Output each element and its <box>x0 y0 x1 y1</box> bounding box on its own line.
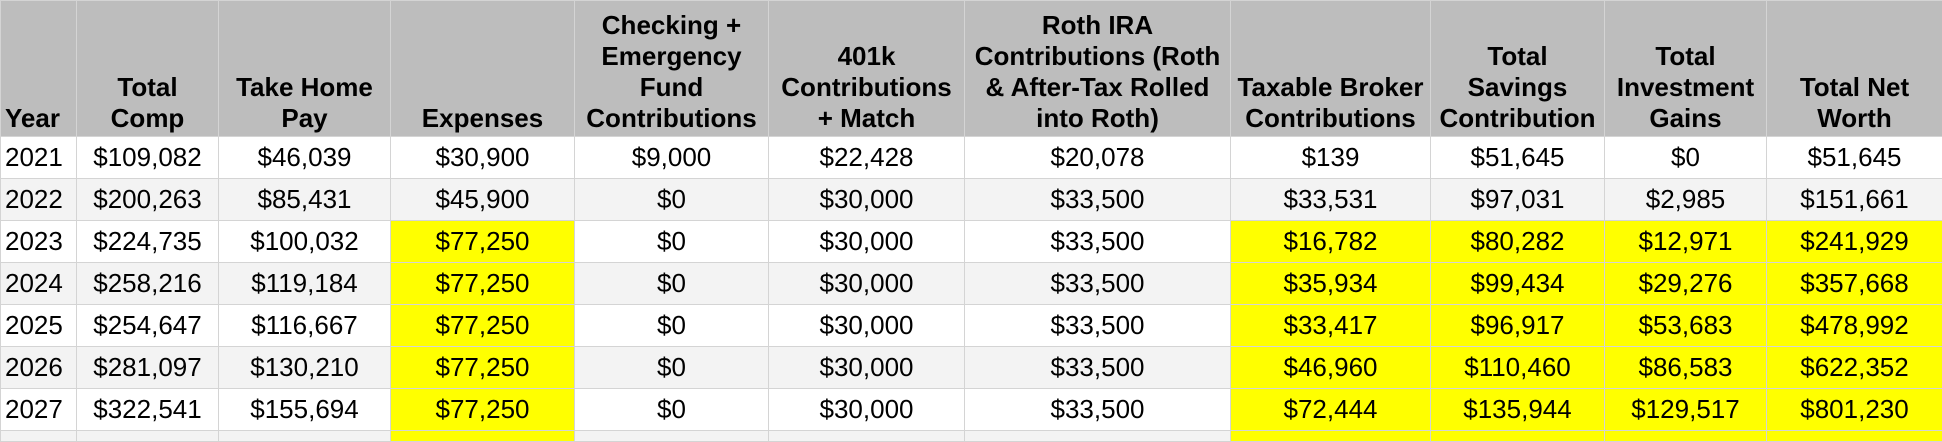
cell-savings[interactable]: $80,282 <box>1431 221 1605 263</box>
cell-empty[interactable] <box>1767 431 1942 442</box>
cell-taxable[interactable]: $46,960 <box>1231 347 1431 389</box>
col-header-total-comp[interactable]: Total Comp <box>77 1 219 137</box>
cell-taxable[interactable]: $33,531 <box>1231 179 1431 221</box>
cell-gains[interactable]: $129,517 <box>1605 389 1767 431</box>
cell-total-comp[interactable]: $109,082 <box>77 137 219 179</box>
table-row <box>1 389 1942 431</box>
cell-401k[interactable]: $22,428 <box>769 137 965 179</box>
cell-savings[interactable]: $51,645 <box>1431 137 1605 179</box>
cell-savings[interactable]: $96,917 <box>1431 305 1605 347</box>
cell-savings[interactable]: $110,460 <box>1431 347 1605 389</box>
cell-net-worth[interactable]: $801,230 <box>1767 389 1942 431</box>
header-row <box>1 1 1942 137</box>
cell-expenses[interactable]: $45,900 <box>391 179 575 221</box>
cell-gains[interactable]: $86,583 <box>1605 347 1767 389</box>
cell-gains[interactable]: $53,683 <box>1605 305 1767 347</box>
cell-expenses[interactable]: $77,250 <box>391 347 575 389</box>
cell-expenses[interactable]: $77,250 <box>391 305 575 347</box>
cell-take-home-pay[interactable]: $130,210 <box>219 347 391 389</box>
cell-year[interactable]: 2027 <box>1 389 77 431</box>
table-row <box>1 137 1942 179</box>
cell-expenses[interactable]: $77,250 <box>391 263 575 305</box>
cell-gains[interactable]: $2,985 <box>1605 179 1767 221</box>
cell-total-comp[interactable]: $200,263 <box>77 179 219 221</box>
cell-savings[interactable]: $99,434 <box>1431 263 1605 305</box>
cell-401k[interactable]: $30,000 <box>769 347 965 389</box>
cell-empty[interactable] <box>575 431 769 442</box>
cell-year[interactable]: 2023 <box>1 221 77 263</box>
cell-taxable[interactable]: $139 <box>1231 137 1431 179</box>
cell-checking[interactable]: $9,000 <box>575 137 769 179</box>
col-header-total-investment-gains[interactable]: Total Investment Gains <box>1605 1 1767 137</box>
cell-checking[interactable]: $0 <box>575 263 769 305</box>
col-header-401k[interactable]: 401k Contributions + Match <box>769 1 965 137</box>
cell-gains[interactable]: $29,276 <box>1605 263 1767 305</box>
cell-taxable[interactable]: $72,444 <box>1231 389 1431 431</box>
table-row-partial <box>1 431 1942 442</box>
cell-401k[interactable]: $30,000 <box>769 263 965 305</box>
cell-taxable[interactable]: $35,934 <box>1231 263 1431 305</box>
cell-gains[interactable]: $12,971 <box>1605 221 1767 263</box>
cell-roth[interactable]: $33,500 <box>965 263 1231 305</box>
cell-roth[interactable]: $33,500 <box>965 305 1231 347</box>
cell-net-worth[interactable]: $478,992 <box>1767 305 1942 347</box>
cell-take-home-pay[interactable]: $116,667 <box>219 305 391 347</box>
cell-empty[interactable] <box>769 431 965 442</box>
cell-year[interactable]: 2021 <box>1 137 77 179</box>
cell-checking[interactable]: $0 <box>575 305 769 347</box>
cell-net-worth[interactable]: $241,929 <box>1767 221 1942 263</box>
cell-take-home-pay[interactable]: $100,032 <box>219 221 391 263</box>
cell-year[interactable]: 2026 <box>1 347 77 389</box>
cell-empty[interactable] <box>1231 431 1431 442</box>
cell-net-worth[interactable]: $357,668 <box>1767 263 1942 305</box>
cell-total-comp[interactable]: $224,735 <box>77 221 219 263</box>
col-header-expenses[interactable]: Expenses <box>391 1 575 137</box>
cell-year[interactable]: 2025 <box>1 305 77 347</box>
cell-taxable[interactable]: $16,782 <box>1231 221 1431 263</box>
col-header-take-home-pay[interactable]: Take Home Pay <box>219 1 391 137</box>
col-header-checking-emergency[interactable]: Checking + Emergency Fund Contributions <box>575 1 769 137</box>
table-row <box>1 179 1942 221</box>
cell-total-comp[interactable]: $322,541 <box>77 389 219 431</box>
cell-401k[interactable]: $30,000 <box>769 221 965 263</box>
cell-expenses[interactable]: $77,250 <box>391 389 575 431</box>
cell-401k[interactable]: $30,000 <box>769 305 965 347</box>
table-row <box>1 347 1942 389</box>
table-row <box>1 305 1942 347</box>
col-header-total-net-worth[interactable]: Total Net Worth <box>1767 1 1942 137</box>
cell-401k[interactable]: $30,000 <box>769 389 965 431</box>
col-header-total-savings[interactable]: Total Savings Contribution <box>1431 1 1605 137</box>
table-row <box>1 263 1942 305</box>
cell-empty[interactable] <box>965 431 1231 442</box>
cell-savings[interactable]: $97,031 <box>1431 179 1605 221</box>
col-header-taxable-broker[interactable]: Taxable Broker Contributions <box>1231 1 1431 137</box>
cell-checking[interactable]: $0 <box>575 221 769 263</box>
cell-take-home-pay[interactable]: $155,694 <box>219 389 391 431</box>
cell-expenses[interactable]: $77,250 <box>391 221 575 263</box>
cell-net-worth[interactable]: $51,645 <box>1767 137 1942 179</box>
cell-checking[interactable]: $0 <box>575 179 769 221</box>
cell-take-home-pay[interactable]: $119,184 <box>219 263 391 305</box>
cell-empty[interactable] <box>391 431 575 442</box>
cell-total-comp[interactable]: $254,647 <box>77 305 219 347</box>
cell-gains[interactable]: $0 <box>1605 137 1767 179</box>
cell-total-comp[interactable]: $281,097 <box>77 347 219 389</box>
cell-checking[interactable]: $0 <box>575 389 769 431</box>
cell-empty[interactable] <box>1605 431 1767 442</box>
cell-roth[interactable]: $33,500 <box>965 389 1231 431</box>
cell-taxable[interactable]: $33,417 <box>1231 305 1431 347</box>
cell-savings[interactable]: $135,944 <box>1431 389 1605 431</box>
cell-year[interactable]: 2022 <box>1 179 77 221</box>
cell-net-worth[interactable]: $622,352 <box>1767 347 1942 389</box>
cell-total-comp[interactable]: $258,216 <box>77 263 219 305</box>
cell-empty[interactable] <box>1 431 77 442</box>
cell-take-home-pay[interactable]: $85,431 <box>219 179 391 221</box>
cell-take-home-pay[interactable]: $46,039 <box>219 137 391 179</box>
cell-roth[interactable]: $20,078 <box>965 137 1231 179</box>
cell-checking[interactable]: $0 <box>575 347 769 389</box>
cell-roth[interactable]: $33,500 <box>965 179 1231 221</box>
cell-401k[interactable]: $30,000 <box>769 179 965 221</box>
col-header-roth-ira[interactable]: Roth IRA Contributions (Roth & After-Tax Rolled into Roth) <box>965 1 1231 137</box>
table-row <box>1 221 1942 263</box>
cell-roth[interactable]: $33,500 <box>965 347 1231 389</box>
cell-empty[interactable] <box>1431 431 1605 442</box>
cell-year[interactable]: 2024 <box>1 263 77 305</box>
cell-expenses[interactable]: $30,900 <box>391 137 575 179</box>
cell-empty[interactable] <box>219 431 391 442</box>
cell-empty[interactable] <box>77 431 219 442</box>
cell-roth[interactable]: $33,500 <box>965 221 1231 263</box>
col-header-year[interactable]: Year <box>1 1 77 137</box>
cell-net-worth[interactable]: $151,661 <box>1767 179 1942 221</box>
